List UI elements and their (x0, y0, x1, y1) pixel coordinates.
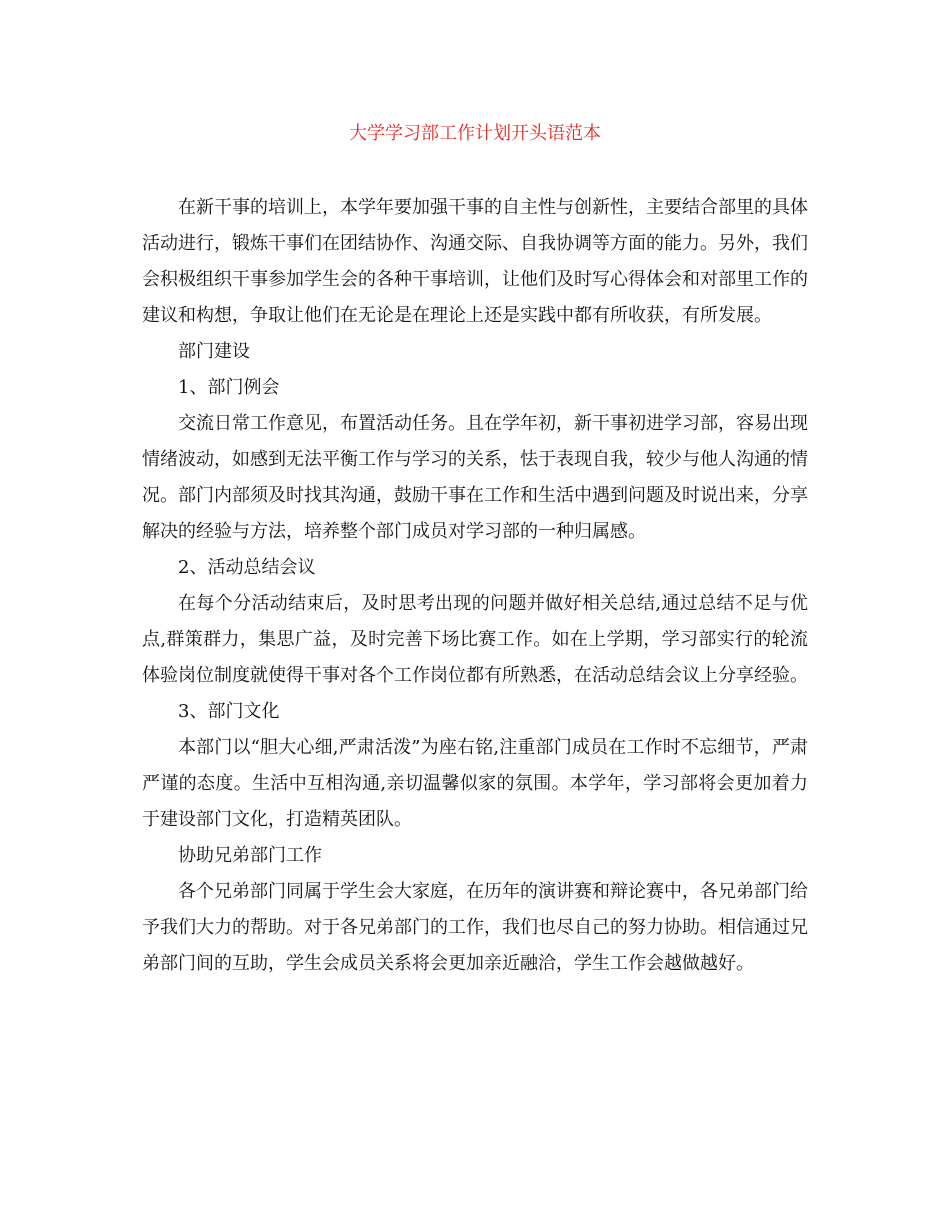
subsection-heading-summary-meeting: 2、活动总结会议 (178, 557, 316, 578)
section-heading-department-building: 部门建设 (178, 341, 250, 362)
subsection-heading-department-culture: 3、部门文化 (178, 701, 280, 722)
paragraph-regular-meeting: 交流日常工作意见，布置活动任务。且在学年初，新干事初进学习部，容易出现情绪波动，如感到无法平衡工作与学习的关系，怯于表现自我，较少与他人沟通的情况。部门内部须及时找其沟通，鼓励干事在工作和生活中遇到问题及时说出来，分享解决的经验与方法，培养整个部门成员对学习部的一种归属感。 (142, 413, 808, 542)
paragraph-assist-departments: 各个兄弟部门同属于学生会大家庭，在历年的演讲赛和辩论赛中，各兄弟部门给予我们大力的帮助。对于各兄弟部门的工作，我们也尽自己的努力协助。相信通过兄弟部门间的互助，学生会成员关系将会更加亲近融洽，学生工作会越做越好。 (142, 881, 808, 974)
document-body (142, 190, 808, 982)
paragraph-intro: 在新干事的培训上，本学年要加强干事的自主性与创新性，主要结合部里的具体活动进行，锻炼干事们在团结协作、沟通交际、自我协调等方面的能力。另外，我们会积极组织干事参加学生会的各种干事培训，让他们及时写心得体会和对部里工作的建议和构想，争取让他们在无论是在理论上还是实践中都有所收获，有所发展。 (142, 197, 808, 326)
paragraph-summary-meeting: 在每个分活动结束后，及时思考出现的问题并做好相关总结,通过总结不足与优点,群策群力，集思广益，及时完善下场比赛工作。如在上学期，学习部实行的轮流体验岗位制度就使得干事对各个工作岗位都有所熟悉，在活动总结会议上分享经验。 (142, 593, 808, 686)
document-title: 大学学习部工作计划开头语范本 (349, 123, 601, 144)
paragraph-department-culture: 本部门以“胆大心细,严肃活泼”为座右铭,注重部门成员在工作时不忘细节，严肃严谨的态度。生活中互相沟通,亲切温馨似家的氛围。本学年，学习部将会更加着力于建设部门文化，打造精英团队。 (142, 737, 808, 830)
section-heading-assist-departments: 协助兄弟部门工作 (178, 845, 322, 866)
subsection-heading-regular-meeting: 1、部门例会 (178, 377, 280, 398)
